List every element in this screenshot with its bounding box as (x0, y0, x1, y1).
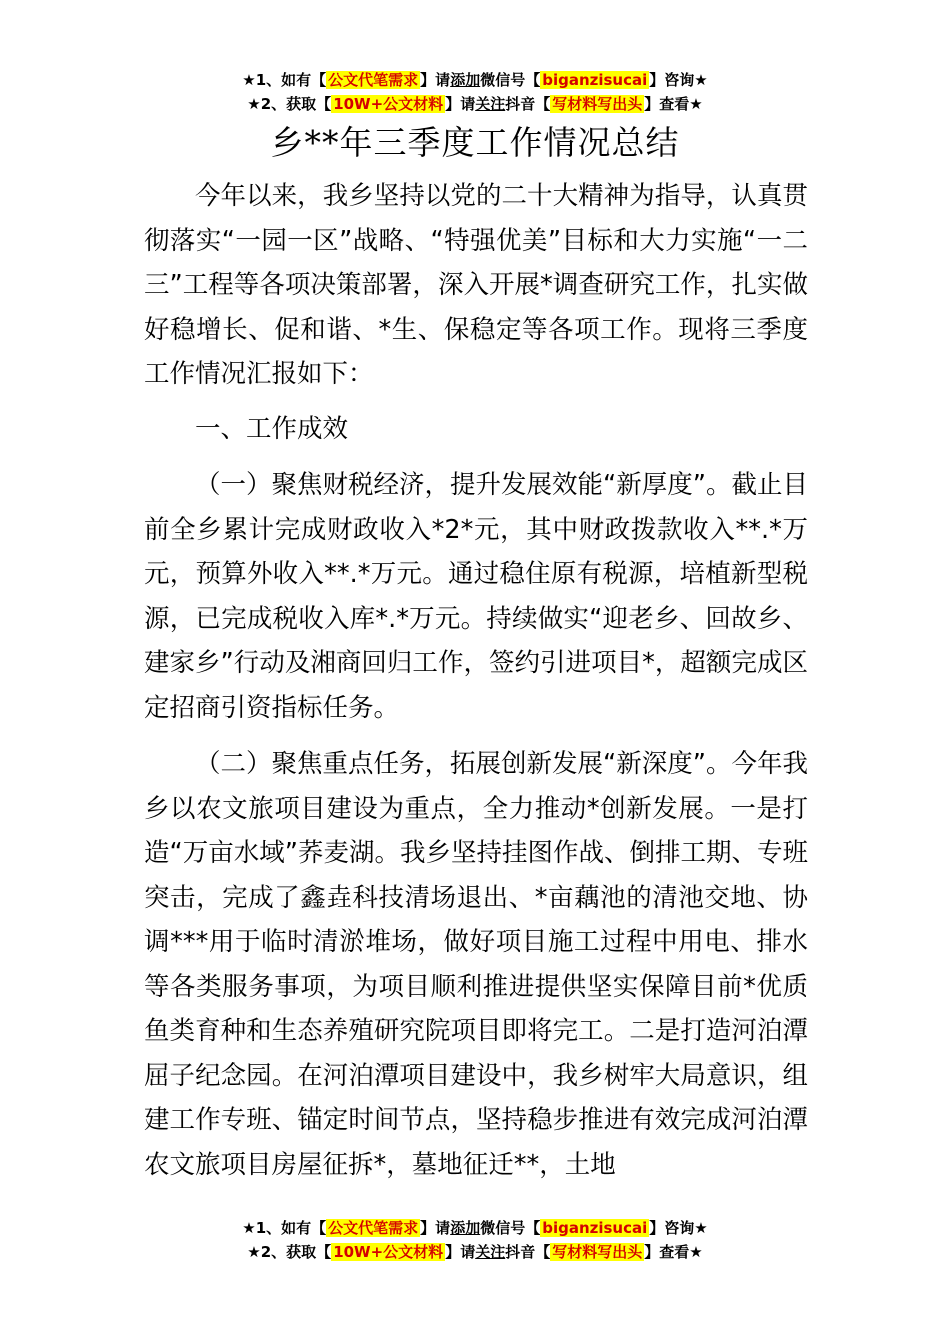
intro-paragraph: 今年以来，我乡坚持以党的二十大精神为指导，认真贯彻落实“一园一区”战略、“特强优美”目标和大力实施“一二三”工程等各项决策部署，深入开展*调查研究工作，扎实做好稳增长、促和谐、*生、保稳定等各项工作。现将三季度工作情况汇报如下： (144, 181, 808, 389)
promo-highlight: biganzisucai (542, 1219, 648, 1237)
bottom-promo-banner (0, 1216, 950, 1264)
promo-line-1 (0, 68, 950, 92)
promo-text: 】请 (420, 1219, 451, 1237)
promo-line-1 (0, 1216, 950, 1240)
promo-text: 微信号【 (480, 1219, 541, 1237)
promo-highlight: 写材料写出头 (552, 95, 643, 113)
promo-highlight: 公文代笔需求 (328, 71, 419, 89)
promo-text: ★1、如有【 (242, 1219, 327, 1237)
promo-underlined: 添加 (450, 71, 481, 89)
promo-text: 】请 (445, 95, 476, 113)
promo-text: 】查看★ (644, 1243, 703, 1261)
promo-text: ★2、获取【 (247, 1243, 332, 1261)
promo-text: ★1、如有【 (242, 71, 327, 89)
section-heading: 一、工作成效 (195, 413, 349, 444)
promo-underlined: 关注 (475, 1243, 506, 1261)
promo-text: ★2、获取【 (247, 95, 332, 113)
promo-highlight: 公文代笔需求 (328, 1219, 419, 1237)
promo-text: 】查看★ (644, 95, 703, 113)
promo-line-2 (0, 92, 950, 116)
promo-text: 】请 (420, 71, 451, 89)
promo-highlight: 10W+公文材料 (333, 1243, 444, 1261)
promo-text: 抖音【 (505, 95, 551, 113)
promo-text: 】咨询★ (649, 1219, 708, 1237)
paragraph-fiscal: （一）聚焦财税经济，提升发展效能“新厚度”。截止目前全乡累计完成财政收入*2*元，其中财政拨款收入**.*万元，预算外收入**.*万元。通过稳住原有税源，培植新型税源，已完成税收入库*.*万元。持续做实“迎老乡、回故乡、建家乡”行动及湘商回归工作，签约引进项目*，超额完成区定招商引资指标任务。 (144, 470, 808, 723)
promo-line-2 (0, 1240, 950, 1264)
promo-text: 】咨询★ (649, 71, 708, 89)
promo-highlight: 10W+公文材料 (333, 95, 444, 113)
promo-highlight: biganzisucai (542, 71, 648, 89)
promo-underlined: 关注 (475, 95, 506, 113)
document-title: 乡**年三季度工作情况总结 (270, 123, 680, 162)
promo-text: 】请 (445, 1243, 476, 1261)
promo-text: 微信号【 (480, 71, 541, 89)
top-promo-banner (0, 68, 950, 116)
promo-underlined: 添加 (450, 1219, 481, 1237)
promo-highlight: 写材料写出头 (552, 1243, 643, 1261)
paragraph-key-tasks: （二）聚焦重点任务，拓展创新发展“新深度”。今年我乡以农文旅项目建设为重点，全力推动*创新发展。一是打造“万亩水域”荞麦湖。我乡坚持挂图作战、倒排工期、专班突击，完成了鑫垚科技清场退出、*亩藕池的清池交地、协调***用于临时清淤堆场，做好项目施工过程中用电、排水等各类服务事项，为项目顺利推进提供坚实保障目前*优质鱼类育种和生态养殖研究院项目即将完工。二是打造河泊潭屈子纪念园。在河泊潭项目建设中，我乡树牢大局意识，组建工作专班、锚定时间节点，坚持稳步推进有效完成河泊潭农文旅项目房屋征拆*，墓地征迁**，土地 (144, 749, 808, 1180)
promo-text: 抖音【 (505, 1243, 551, 1261)
document-body (144, 174, 808, 1187)
